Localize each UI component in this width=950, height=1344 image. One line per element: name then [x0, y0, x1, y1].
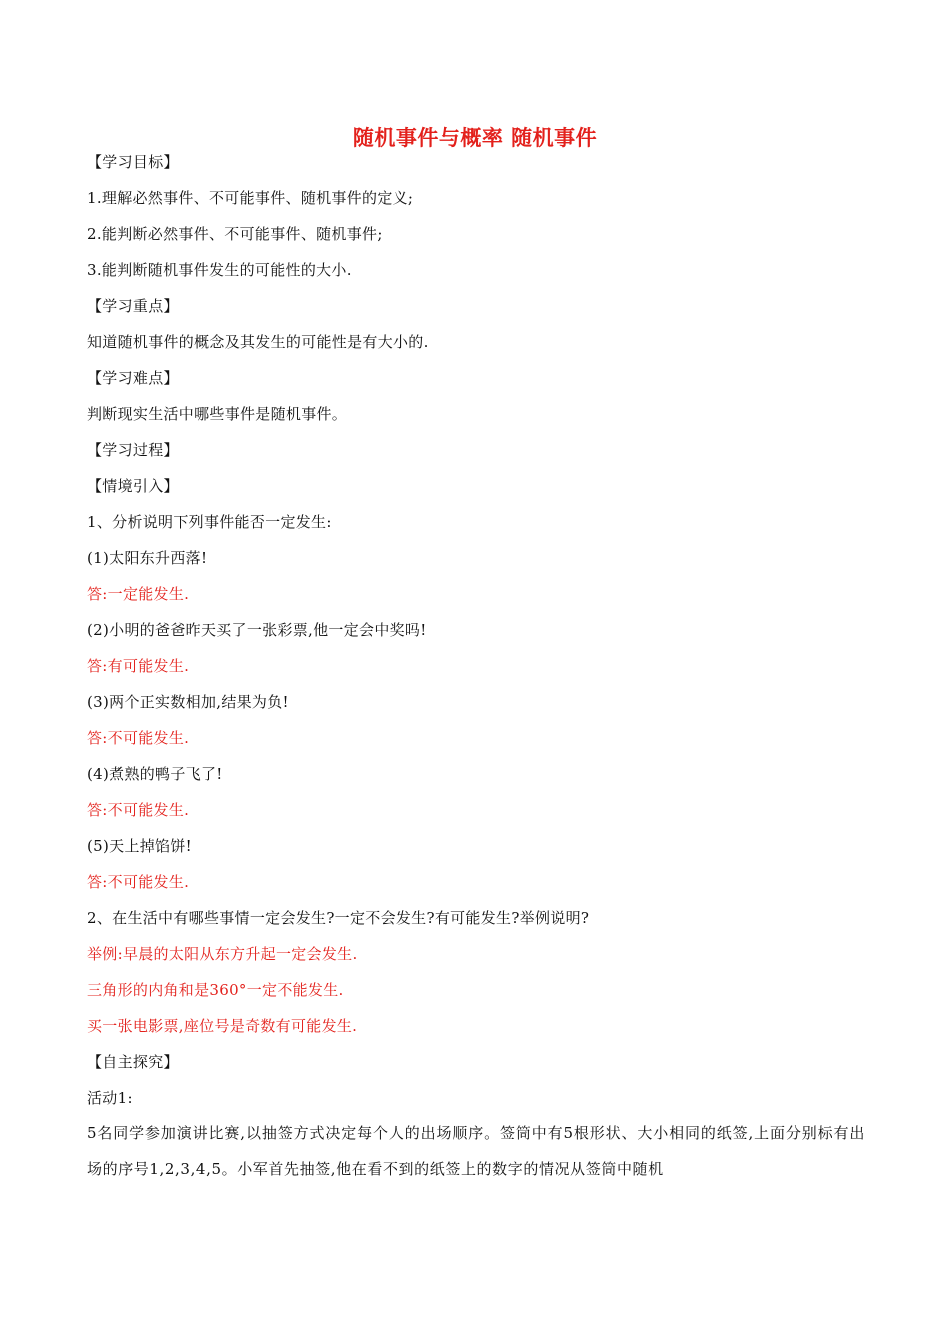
goal-item-2: 2.能判断必然事件、不可能事件、随机事件;	[87, 225, 383, 243]
heading-difficulties: 【学习难点】	[87, 369, 179, 387]
answer-2: 答:有可能发生.	[87, 657, 190, 675]
question-2: 2、在生活中有哪些事情一定会发生?一定不会发生?有可能发生?举例说明?	[87, 909, 590, 927]
goal-item-1: 1.理解必然事件、不可能事件、随机事件的定义;	[87, 189, 414, 207]
example-3: 买一张电影票,座位号是奇数有可能发生.	[87, 1017, 358, 1035]
example-2: 三角形的内角和是360°一定不能发生.	[87, 981, 344, 999]
page-title: 随机事件与概率 随机事件	[352, 126, 598, 150]
answer-3: 答:不可能发生.	[87, 729, 190, 747]
activity-1-paragraph: 5名同学参加演讲比赛,以抽签方式决定每个人的出场顺序。签筒中有5根形状、大小相同的纸签,上面分别标有出场的序号1,2,3,4,5。小军首先抽签,他在看不到的纸签上的数字的情况从签筒中随机	[87, 1124, 865, 1178]
difficulties-text: 判断现实生活中哪些事件是随机事件。	[87, 405, 348, 423]
example-1: 举例:早晨的太阳从东方升起一定会发生.	[87, 945, 358, 963]
heading-learning-process: 【学习过程】	[87, 441, 179, 459]
key-points-text: 知道随机事件的概念及其发生的可能性是有大小的.	[87, 333, 429, 351]
heading-scenario: 【情境引入】	[87, 477, 179, 495]
question-1-item-1: (1)太阳东升西落!	[87, 549, 208, 567]
question-1-item-3: (3)两个正实数相加,结果为负!	[87, 693, 289, 711]
answer-1: 答:一定能发生.	[87, 585, 190, 603]
answer-5: 答:不可能发生.	[87, 873, 190, 891]
question-1: 1、分析说明下列事件能否一定发生:	[87, 513, 332, 531]
question-1-item-4: (4)煮熟的鸭子飞了!	[87, 765, 223, 783]
question-1-item-5: (5)天上掉馅饼!	[87, 837, 192, 855]
question-1-item-2: (2)小明的爸爸昨天买了一张彩票,他一定会中奖吗!	[87, 621, 427, 639]
answer-4: 答:不可能发生.	[87, 801, 190, 819]
activity-1-label: 活动1:	[87, 1089, 133, 1107]
goal-item-3: 3.能判断随机事件发生的可能性的大小.	[87, 261, 352, 279]
heading-self-exploration: 【自主探究】	[87, 1053, 179, 1071]
heading-learning-goals: 【学习目标】	[87, 153, 179, 171]
heading-key-points: 【学习重点】	[87, 297, 179, 315]
